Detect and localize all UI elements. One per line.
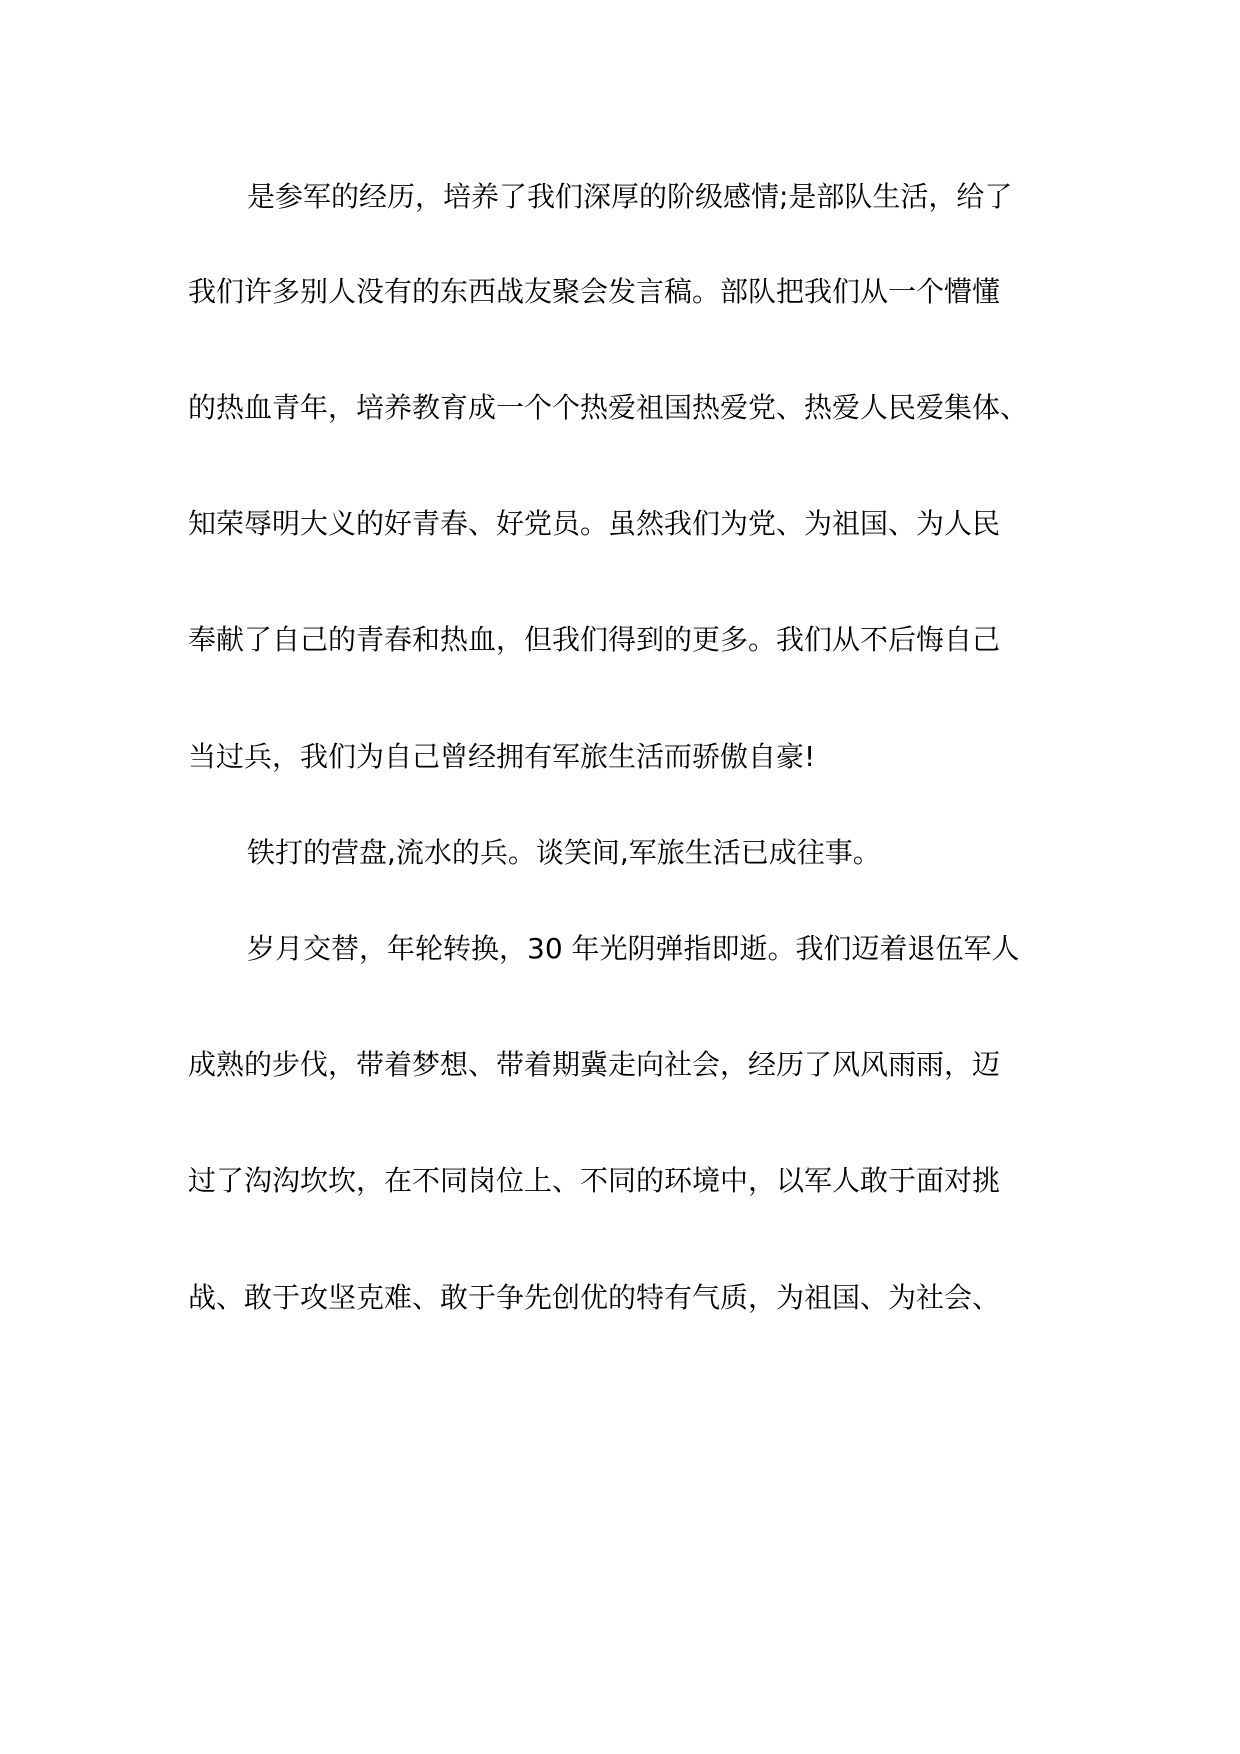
text-line-6: 当过兵，我们为自己曾经拥有军旅生活而骄傲自豪!: [188, 740, 816, 773]
text-line-2: 我们许多别人没有的东西战友聚会发言稿。部队把我们从一个懵懂: [188, 275, 1001, 308]
text-line-5: 奉献了自己的青春和热血，但我们得到的更多。我们从不后悔自己: [188, 623, 1001, 656]
text-line-7: 铁打的营盘,流水的兵。谈笑间,军旅生活已成往事。: [247, 836, 881, 869]
text-line-10: 过了沟沟坎坎，在不同岗位上、不同的环境中，以军人敢于面对挑: [188, 1164, 1001, 1197]
text-line-9: 成熟的步伐，带着梦想、带着期冀走向社会，经历了风风雨雨，迈: [188, 1048, 1001, 1081]
text-line-4: 知荣辱明大义的好青春、好党员。虽然我们为党、为祖国、为人民: [188, 507, 1001, 540]
text-line-1: 是参军的经历，培养了我们深厚的阶级感情;是部队生活，给了: [247, 180, 1013, 213]
text-line-11: 战、敢于攻坚克难、敢于争先创优的特有气质，为祖国、为社会、: [188, 1281, 1001, 1314]
text-line-8: 岁月交替，年轮转换，30 年光阴弹指即逝。我们迈着退伍军人: [247, 932, 1020, 965]
text-line-3: 的热血青年，培养教育成一个个热爱祖国热爱党、热爱人民爱集体、: [188, 391, 1029, 424]
